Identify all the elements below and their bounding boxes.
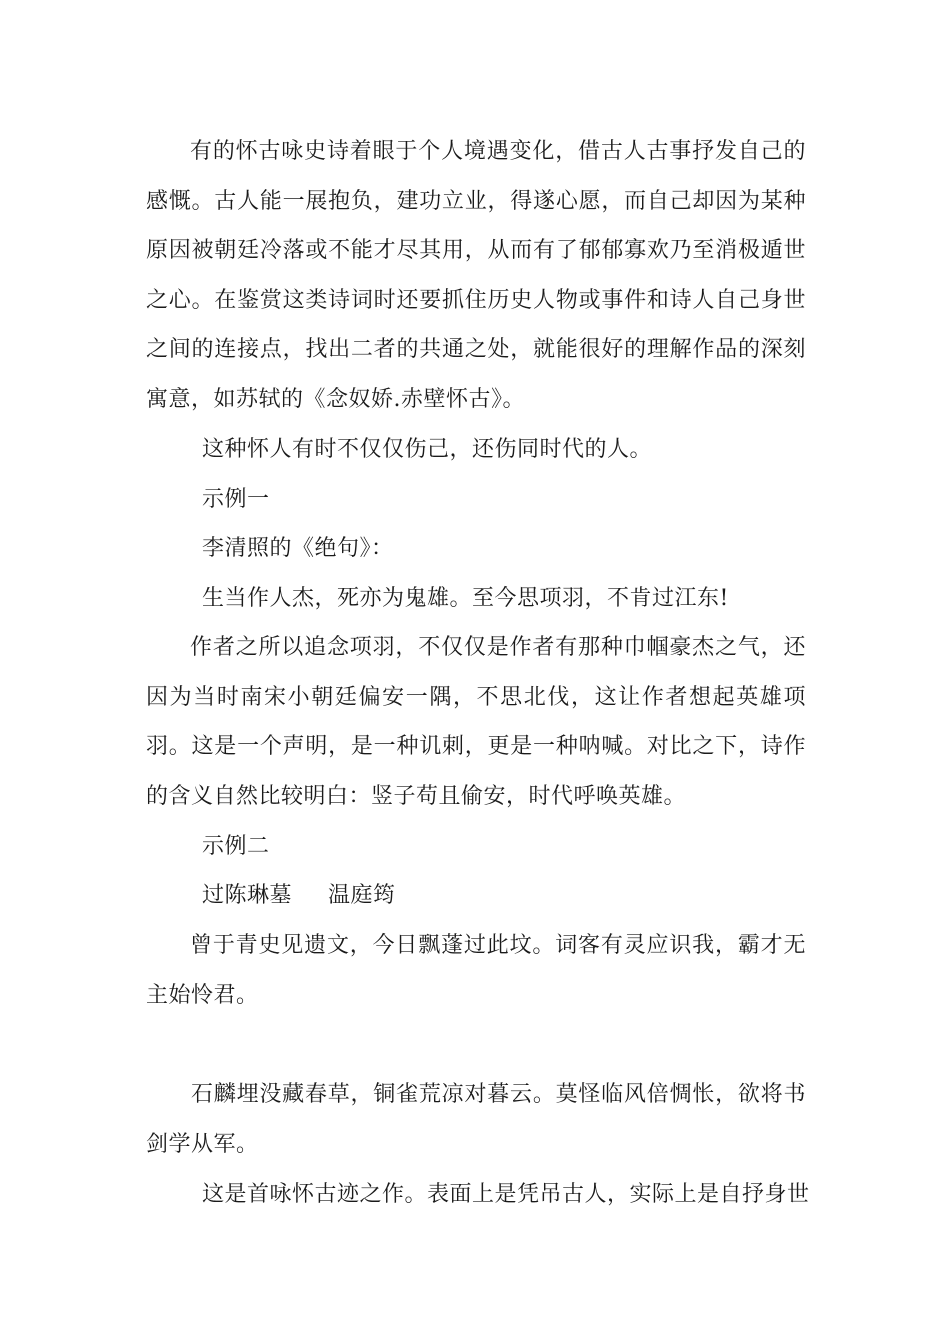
poem2-part1: 曾于青史见遗文，今日飘蓬过此坟。词客有灵应识我，霸才无主始怜君。: [146, 933, 806, 1008]
example1-label: 示例一: [202, 487, 270, 512]
example2-label: 示例二: [202, 834, 270, 859]
paragraph-analysis-2: 这是首咏怀古迹之作。表面上是凭吊古人，实际上是自抒身世: [202, 1182, 810, 1207]
example1-poem: 生当作人杰，死亦为鬼雄。至今思项羽，不肯过江东!: [202, 586, 729, 611]
example2-author: 温庭筠: [328, 883, 396, 908]
example1-title: 李清照的《绝句》：: [202, 536, 394, 561]
poem2-part2: 石麟埋没藏春草，铜雀荒凉对暮云。莫怪临风倍惆怅，欲将书剑学从军。: [146, 1082, 806, 1157]
example2-title: 过陈琳墓: [202, 883, 293, 908]
paragraph-analysis-1: 作者之所以追念项羽，不仅仅是作者有那种巾帼豪杰之气，还因为当时南宋小朝廷偏安一隅，不思北伐，这让作者想起英雄项羽。这是一个声明，是一种讥刺，更是一种呐喊。对比之下，诗作的含义自然比较明白：竖子苟且偷安，时代呼唤英雄。: [146, 635, 806, 809]
example2-heading: [146, 871, 806, 921]
paragraph-note: 这种怀人有时不仅仅伤己，还伤同时代的人。: [202, 437, 653, 462]
paragraph-intro: 有的怀古咏史诗着眼于个人境遇变化，借古人古事抒发自己的感慨。古人能一展抱负，建功立业，得遂心愿，而自己却因为某种原因被朝廷冷落或不能才尽其用，从而有了郁郁寡欢乃至消极遁世之心。在鉴赏这类诗词时还要抓住历史人物或事件和诗人自己身世之间的连接点，找出二者的共通之处，就能很好的理解作品的深刻寓意，如苏轼的《念奴娇.赤壁怀古》。: [146, 139, 806, 412]
